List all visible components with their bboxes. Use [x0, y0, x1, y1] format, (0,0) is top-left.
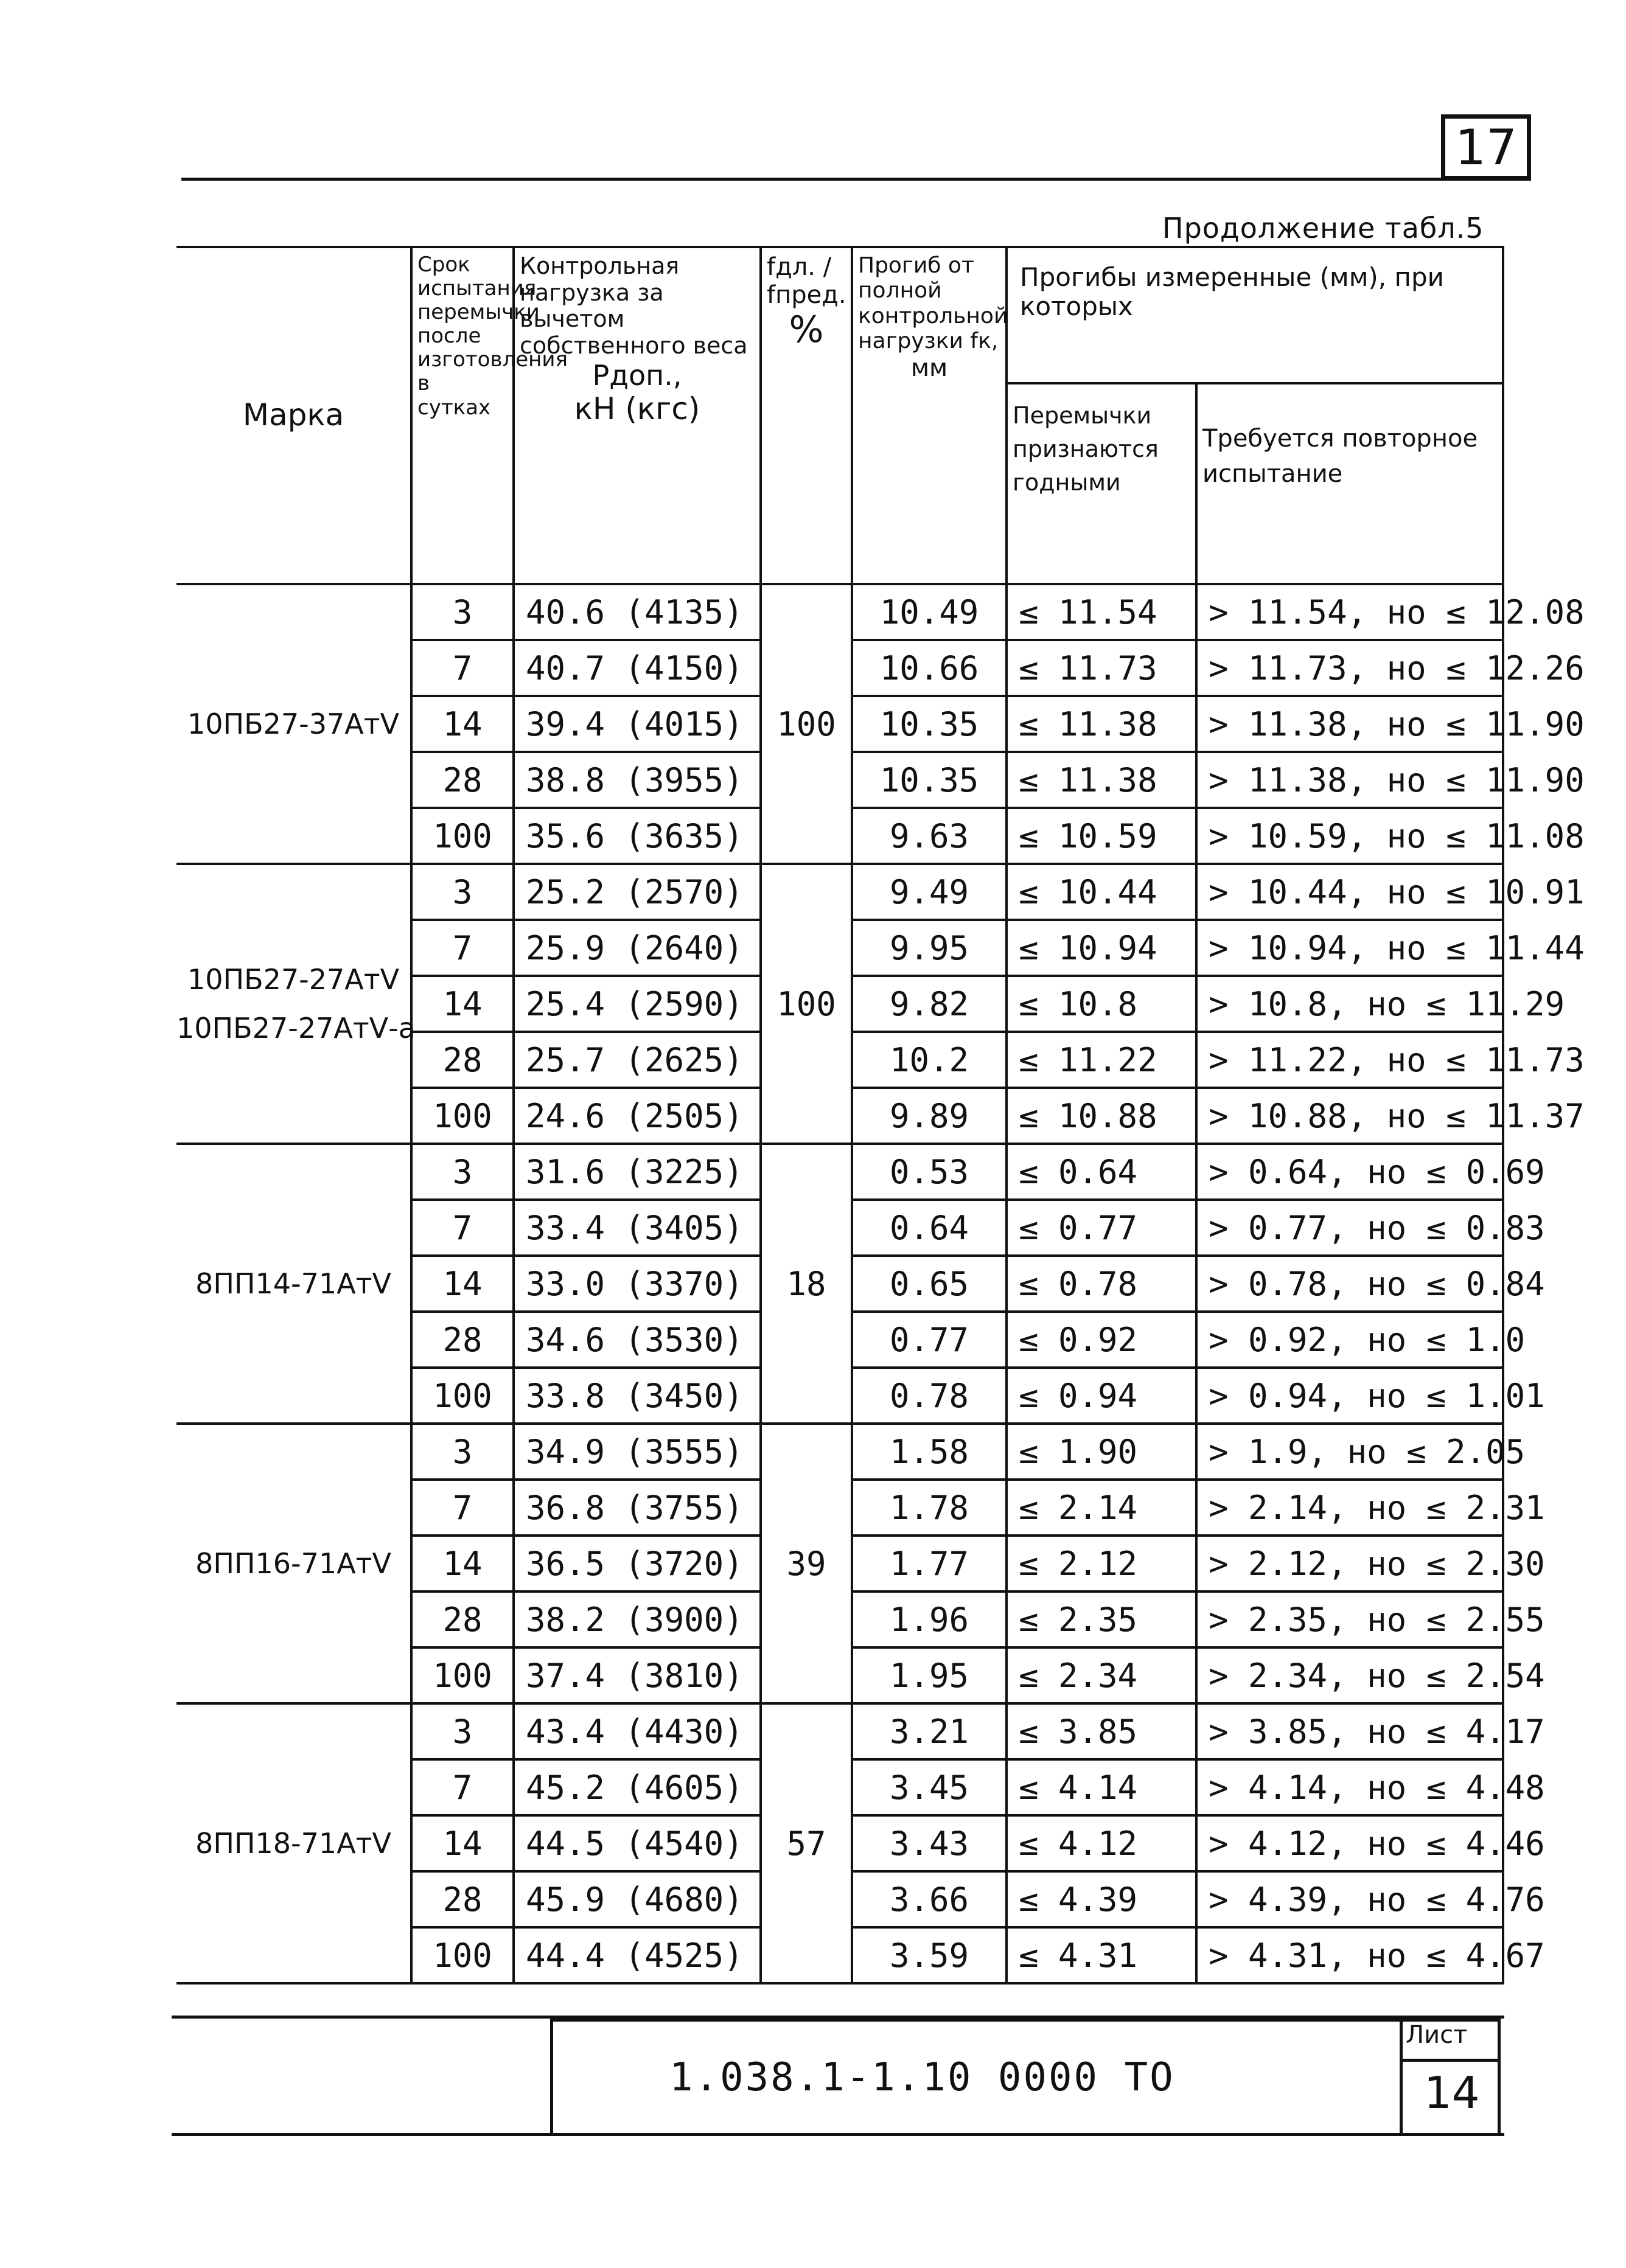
- page-number: 17: [1455, 119, 1517, 176]
- retest-cell: > 2.35, но ≤ 2.55: [1196, 1591, 1503, 1647]
- control-load-cell: 38.2 (3900): [514, 1591, 761, 1647]
- days-cell: 28: [411, 1871, 514, 1927]
- header-test-period: [411, 247, 568, 584]
- accepted-cell: ≤ 0.94: [1007, 1368, 1196, 1424]
- retest-cell: > 11.54, но ≤ 12.08: [1196, 584, 1503, 640]
- page-number-box: [1441, 114, 1531, 180]
- accepted-cell: ≤ 2.34: [1007, 1647, 1196, 1703]
- days-cell: 100: [411, 1927, 514, 1983]
- header-ratio: [761, 247, 852, 584]
- header-test-period-label: Срок испытания перемычки после изготовления: [417, 252, 568, 372]
- deflection-table: [176, 246, 1585, 1984]
- header-deflection-label: Прогиб от полной контрольной нагрузки fк,: [858, 253, 1008, 354]
- marka-label: 8ПП14-71АтⅤ: [195, 1267, 391, 1300]
- header-marka: Марка: [176, 247, 411, 584]
- days-cell: 3: [411, 1703, 514, 1759]
- control-load-cell: 24.6 (2505): [514, 1088, 761, 1144]
- header-retest: Требуется повторное испытание: [1196, 383, 1503, 584]
- deflection-cell: 9.89: [852, 1088, 1007, 1144]
- deflection-cell: 3.45: [852, 1759, 1007, 1815]
- deflection-cell: 0.53: [852, 1144, 1007, 1200]
- control-load-cell: 45.2 (4605): [514, 1759, 761, 1815]
- deflection-cell: 3.59: [852, 1927, 1007, 1983]
- header-ratio-unit: %: [789, 308, 824, 351]
- marka-label: 10ПБ27-27АтⅤ: [187, 963, 400, 996]
- control-load-cell: 38.8 (3955): [514, 752, 761, 808]
- control-load-cell: 31.6 (3225): [514, 1144, 761, 1200]
- days-cell: 28: [411, 1312, 514, 1368]
- retest-cell: > 0.64, но ≤ 0.69: [1196, 1144, 1503, 1200]
- accepted-cell: ≤ 10.88: [1007, 1088, 1196, 1144]
- deflection-cell: 9.95: [852, 920, 1007, 976]
- marka-cell: [176, 864, 416, 1144]
- accepted-cell: ≤ 0.64: [1007, 1144, 1196, 1200]
- accepted-cell: ≤ 2.35: [1007, 1591, 1196, 1647]
- sheet-number: 14: [1424, 2067, 1480, 2118]
- deflection-cell: 10.49: [852, 584, 1007, 640]
- header-control-load-symbol: Pдоп.,: [592, 358, 682, 392]
- bottom-rule-line: [172, 2133, 1504, 2136]
- control-load-cell: 35.6 (3635): [514, 808, 761, 864]
- deflection-cell: 1.95: [852, 1647, 1007, 1703]
- control-load-cell: 25.2 (2570): [514, 864, 761, 920]
- accepted-cell: ≤ 0.78: [1007, 1256, 1196, 1312]
- deflection-cell: 0.65: [852, 1256, 1007, 1312]
- table-row: [176, 1703, 1503, 1759]
- days-cell: 7: [411, 920, 514, 976]
- retest-cell: > 11.38, но ≤ 11.90: [1196, 696, 1503, 752]
- days-cell: 100: [411, 808, 514, 864]
- retest-cell: > 2.12, но ≤ 2.30: [1196, 1536, 1503, 1591]
- header-control-load: [514, 247, 761, 584]
- retest-cell: > 10.59, но ≤ 11.08: [1196, 808, 1503, 864]
- accepted-cell: ≤ 2.12: [1007, 1536, 1196, 1591]
- deflection-cell: 3.66: [852, 1871, 1007, 1927]
- ratio-cell: 100: [761, 864, 852, 1144]
- document-code: 1.038.1-1.10 0000 ТО: [669, 2055, 1175, 2100]
- days-cell: 3: [411, 584, 514, 640]
- days-cell: 14: [411, 1815, 514, 1871]
- days-cell: 14: [411, 976, 514, 1032]
- deflection-cell: 9.49: [852, 864, 1007, 920]
- retest-cell: > 0.94, но ≤ 1.01: [1196, 1368, 1503, 1424]
- deflection-cell: 0.78: [852, 1368, 1007, 1424]
- control-load-cell: 33.0 (3370): [514, 1256, 761, 1312]
- table-row: [176, 584, 1503, 640]
- retest-cell: > 4.31, но ≤ 4.67: [1196, 1927, 1503, 1983]
- retest-cell: > 4.39, но ≤ 4.76: [1196, 1871, 1503, 1927]
- retest-cell: > 11.38, но ≤ 11.90: [1196, 752, 1503, 808]
- days-cell: 7: [411, 1759, 514, 1815]
- days-cell: 28: [411, 752, 514, 808]
- accepted-cell: ≤ 10.44: [1007, 864, 1196, 920]
- ratio-cell: 57: [761, 1703, 852, 1983]
- deflection-cell: 1.77: [852, 1536, 1007, 1591]
- deflection-cell: 9.82: [852, 976, 1007, 1032]
- retest-cell: > 0.77, но ≤ 0.83: [1196, 1200, 1503, 1256]
- header-control-load-unit: кН (кгс): [574, 391, 700, 426]
- retest-cell: > 10.8, но ≤ 11.29: [1196, 976, 1503, 1032]
- accepted-cell: ≤ 11.38: [1007, 696, 1196, 752]
- marka-cell: [176, 1703, 411, 1983]
- sheet-divider: [1400, 2059, 1501, 2062]
- days-cell: 14: [411, 1536, 514, 1591]
- retest-cell: > 10.94, но ≤ 11.44: [1196, 920, 1503, 976]
- table-row: [176, 1144, 1503, 1200]
- control-load-cell: 25.9 (2640): [514, 920, 761, 976]
- days-cell: 7: [411, 1200, 514, 1256]
- accepted-cell: ≤ 4.14: [1007, 1759, 1196, 1815]
- continuation-title: Продолжение табл.5: [1162, 212, 1484, 245]
- accepted-cell: ≤ 11.22: [1007, 1032, 1196, 1088]
- days-cell: 7: [411, 1480, 514, 1536]
- retest-cell: > 1.9, но ≤ 2.05: [1196, 1424, 1503, 1480]
- control-load-cell: 44.5 (4540): [514, 1815, 761, 1871]
- marka-cell: [176, 1144, 411, 1424]
- control-load-cell: 37.4 (3810): [514, 1647, 761, 1703]
- control-load-cell: 40.6 (4135): [514, 584, 761, 640]
- days-cell: 3: [411, 1144, 514, 1200]
- top-rule-line: [181, 178, 1531, 181]
- header-ratio-label: fдл. / fпред.: [767, 253, 846, 309]
- days-cell: 14: [411, 696, 514, 752]
- deflection-cell: 10.35: [852, 752, 1007, 808]
- control-load-cell: 40.7 (4150): [514, 640, 761, 696]
- header-control-load-label: Контрольная нагрузка за вычетом собственного веса: [520, 252, 748, 360]
- days-cell: 28: [411, 1032, 514, 1088]
- ratio-cell: 39: [761, 1424, 852, 1703]
- control-load-cell: 44.4 (4525): [514, 1927, 761, 1983]
- days-cell: 100: [411, 1647, 514, 1703]
- control-load-cell: 45.9 (4680): [514, 1871, 761, 1927]
- deflection-cell: 1.78: [852, 1480, 1007, 1536]
- control-load-cell: 36.5 (3720): [514, 1536, 761, 1591]
- deflection-cell: 10.2: [852, 1032, 1007, 1088]
- accepted-cell: ≤ 10.94: [1007, 920, 1196, 976]
- retest-cell: > 3.85, но ≤ 4.17: [1196, 1703, 1503, 1759]
- accepted-cell: ≤ 10.8: [1007, 976, 1196, 1032]
- marka-label-alt: 10ПБ27-27АтⅤ-а: [176, 1012, 416, 1045]
- accepted-cell: ≤ 0.92: [1007, 1312, 1196, 1368]
- table-row: [176, 1424, 1503, 1480]
- sheet-label: Лист: [1406, 2021, 1468, 2049]
- table-row: [176, 864, 1503, 920]
- marka-cell: [176, 1424, 411, 1703]
- header-deflection-unit: мм: [910, 353, 948, 382]
- retest-cell: > 4.14, но ≤ 4.48: [1196, 1759, 1503, 1815]
- retest-cell: > 11.73, но ≤ 12.26: [1196, 640, 1503, 696]
- marka-cell: [176, 584, 411, 864]
- control-load-cell: 25.7 (2625): [514, 1032, 761, 1088]
- deflection-cell: 3.21: [852, 1703, 1007, 1759]
- retest-cell: > 2.34, но ≤ 2.54: [1196, 1647, 1503, 1703]
- control-load-cell: 34.6 (3530): [514, 1312, 761, 1368]
- control-load-cell: 39.4 (4015): [514, 696, 761, 752]
- header-test-period-unit: в сутках: [417, 371, 491, 420]
- accepted-cell: ≤ 2.14: [1007, 1480, 1196, 1536]
- retest-cell: > 10.88, но ≤ 11.37: [1196, 1088, 1503, 1144]
- marka-label: 10ПБ27-37АтⅤ: [187, 708, 400, 740]
- deflection-cell: 0.77: [852, 1312, 1007, 1368]
- header-accepted: Перемычки признаются годными: [1007, 383, 1196, 584]
- days-cell: 3: [411, 864, 514, 920]
- control-load-cell: 43.4 (4430): [514, 1703, 761, 1759]
- accepted-cell: ≤ 4.39: [1007, 1871, 1196, 1927]
- deflection-cell: 10.66: [852, 640, 1007, 696]
- control-load-cell: 33.8 (3450): [514, 1368, 761, 1424]
- retest-cell: > 0.92, но ≤ 1.0: [1196, 1312, 1503, 1368]
- retest-cell: > 0.78, но ≤ 0.84: [1196, 1256, 1503, 1312]
- deflection-cell: 1.58: [852, 1424, 1007, 1480]
- marka-label: 8ПП16-71АтⅤ: [195, 1547, 391, 1580]
- control-load-cell: 33.4 (3405): [514, 1200, 761, 1256]
- retest-cell: > 2.14, но ≤ 2.31: [1196, 1480, 1503, 1536]
- accepted-cell: ≤ 4.31: [1007, 1927, 1196, 1983]
- accepted-cell: ≤ 11.38: [1007, 752, 1196, 808]
- days-cell: 14: [411, 1256, 514, 1312]
- retest-cell: > 4.12, но ≤ 4.46: [1196, 1815, 1503, 1871]
- accepted-cell: ≤ 11.73: [1007, 640, 1196, 696]
- deflection-cell: 3.43: [852, 1815, 1007, 1871]
- control-load-cell: 25.4 (2590): [514, 976, 761, 1032]
- accepted-cell: ≤ 0.77: [1007, 1200, 1196, 1256]
- days-cell: 100: [411, 1088, 514, 1144]
- deflection-cell: 9.63: [852, 808, 1007, 864]
- accepted-cell: ≤ 3.85: [1007, 1703, 1196, 1759]
- accepted-cell: ≤ 4.12: [1007, 1815, 1196, 1871]
- days-cell: 100: [411, 1368, 514, 1424]
- ratio-cell: 18: [761, 1144, 852, 1424]
- header-measured: Прогибы измеренные (мм), при которых: [1007, 247, 1503, 383]
- deflection-cell: 1.96: [852, 1591, 1007, 1647]
- deflection-cell: 0.64: [852, 1200, 1007, 1256]
- ratio-cell: 100: [761, 584, 852, 864]
- days-cell: 7: [411, 640, 514, 696]
- accepted-cell: ≤ 1.90: [1007, 1424, 1196, 1480]
- header-deflection: [852, 247, 1007, 584]
- days-cell: 28: [411, 1591, 514, 1647]
- retest-cell: > 11.22, но ≤ 11.73: [1196, 1032, 1503, 1088]
- control-load-cell: 34.9 (3555): [514, 1424, 761, 1480]
- marka-label: 8ПП18-71АтⅤ: [195, 1827, 391, 1860]
- accepted-cell: ≤ 10.59: [1007, 808, 1196, 864]
- deflection-cell: 10.35: [852, 696, 1007, 752]
- accepted-cell: ≤ 11.54: [1007, 584, 1196, 640]
- days-cell: 3: [411, 1424, 514, 1480]
- control-load-cell: 36.8 (3755): [514, 1480, 761, 1536]
- retest-cell: > 10.44, но ≤ 10.91: [1196, 864, 1503, 920]
